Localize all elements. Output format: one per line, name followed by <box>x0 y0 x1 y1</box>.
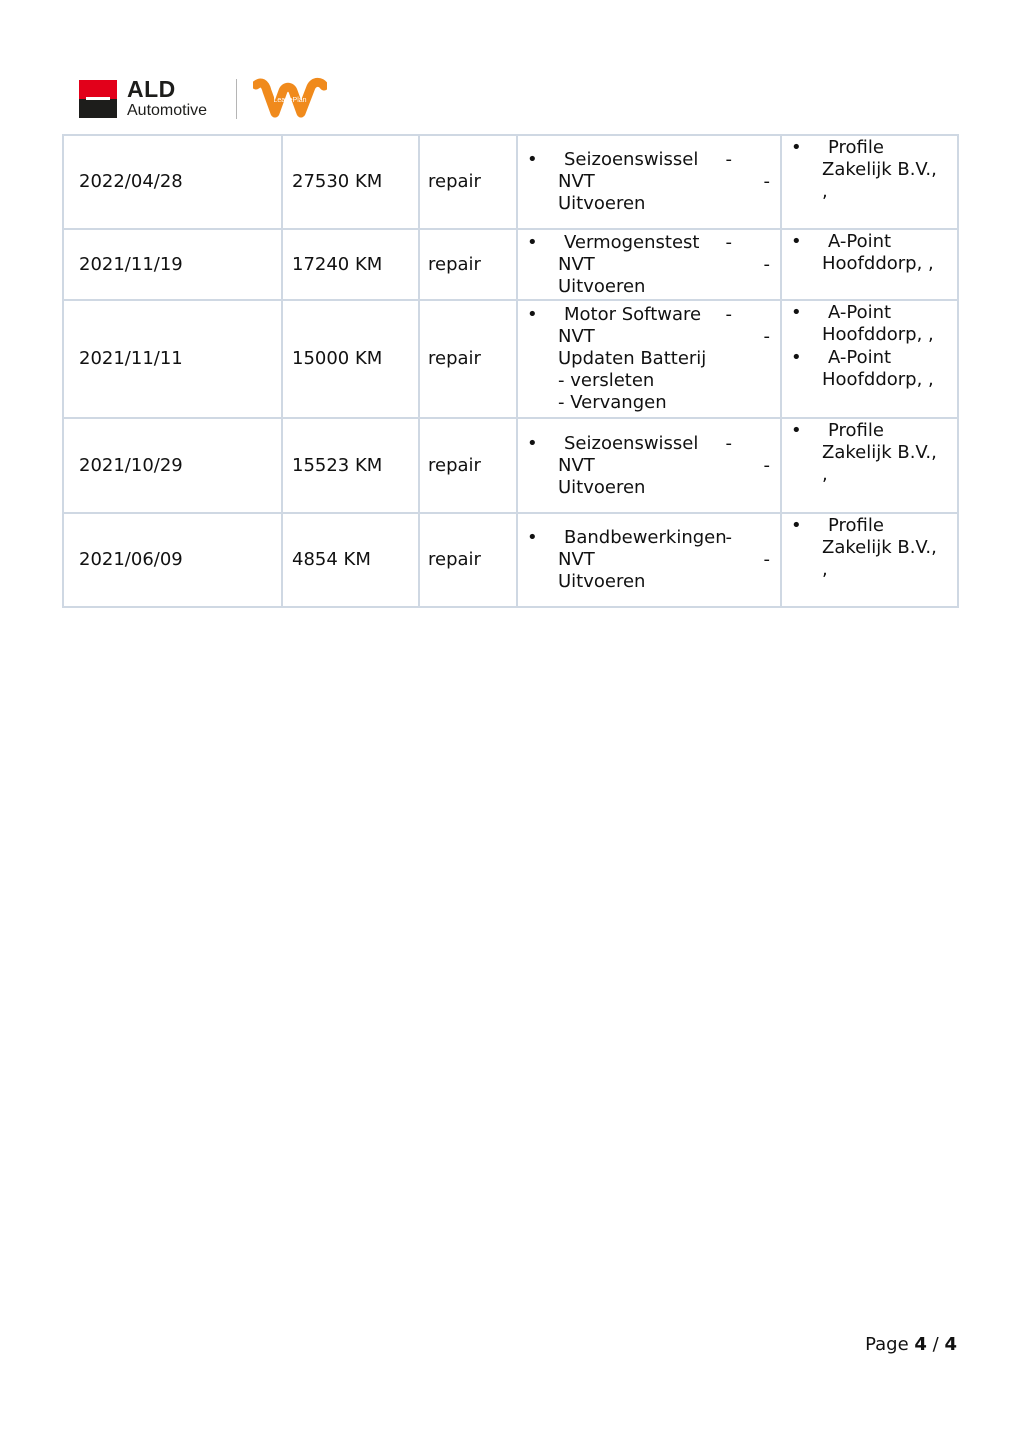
cell-date: 2021/11/19 <box>63 229 282 300</box>
page-current: 4 <box>914 1334 927 1355</box>
description-dash: - <box>763 549 770 570</box>
table-row <box>63 300 958 418</box>
location-line: A-Point <box>828 347 892 368</box>
location-line: Zakelijk B.V., <box>822 159 937 180</box>
location-line: , <box>822 464 828 485</box>
cell-location <box>781 229 958 300</box>
bullet-icon: • <box>791 420 802 441</box>
cell-mileage: 15523 KM <box>282 418 419 513</box>
bullet-icon: • <box>527 149 538 170</box>
location-line: Zakelijk B.V., <box>822 537 937 558</box>
description-dash: - <box>763 454 770 476</box>
bullet-icon: • <box>527 231 538 253</box>
description-line: Uitvoeren <box>558 476 646 498</box>
description-line: NVT <box>558 549 595 570</box>
description-dash: - <box>763 326 770 347</box>
bullet-icon: • <box>791 302 802 323</box>
cell-mileage: 27530 KM <box>282 135 419 229</box>
description-item <box>527 432 780 499</box>
cell-description <box>517 300 781 418</box>
cell-mileage: 17240 KM <box>282 229 419 300</box>
cell-description <box>517 229 781 300</box>
description-line: NVT <box>558 326 595 347</box>
ald-logo-sub: Automotive <box>127 102 208 119</box>
bullet-icon: • <box>791 231 802 252</box>
description-dash: - <box>725 231 732 253</box>
description-line: Seizoenswissel <box>564 149 699 170</box>
location-line: Profile <box>828 515 884 536</box>
table-row <box>63 513 958 607</box>
description-line: Bandbewerkingen <box>564 527 727 548</box>
description-line: Motor Software <box>564 304 702 325</box>
description-dash: - <box>725 527 732 548</box>
description-dash: - <box>763 171 770 192</box>
location-line: , <box>822 181 828 202</box>
description-line: Uitvoeren <box>558 275 646 297</box>
bullet-icon: • <box>527 432 538 454</box>
cell-location <box>781 135 958 229</box>
cell-type: repair <box>419 418 517 513</box>
description-item <box>527 304 780 414</box>
cell-description <box>517 135 781 229</box>
location-line: Profile <box>828 420 884 441</box>
maintenance-history-table <box>62 134 959 608</box>
cell-date: 2022/04/28 <box>63 135 282 229</box>
location-line: Hoofddorp, , <box>822 253 934 274</box>
description-dash: - <box>725 432 732 454</box>
cell-mileage: 15000 KM <box>282 300 419 418</box>
page-word: Page <box>865 1334 909 1355</box>
page-separator: / <box>932 1334 939 1355</box>
description-line: Seizoenswissel <box>564 432 699 454</box>
location-line: Hoofddorp, , <box>822 324 934 345</box>
description-line: Uitvoeren <box>558 193 646 214</box>
cell-mileage: 4854 KM <box>282 513 419 607</box>
cell-type: repair <box>419 300 517 418</box>
description-line: - Vervangen <box>558 392 667 413</box>
bullet-icon: • <box>527 527 538 548</box>
cell-date: 2021/06/09 <box>63 513 282 607</box>
bullet-icon: • <box>791 137 802 158</box>
cell-location <box>781 513 958 607</box>
cell-type: repair <box>419 229 517 300</box>
location-item <box>791 420 957 486</box>
cell-type: repair <box>419 513 517 607</box>
cell-location <box>781 418 958 513</box>
location-line: Zakelijk B.V., <box>822 442 937 463</box>
description-line: Vermogenstest <box>564 231 700 253</box>
location-line: Hoofddorp, , <box>822 369 934 390</box>
description-item <box>527 149 780 215</box>
cell-type: repair <box>419 135 517 229</box>
description-item <box>527 527 780 593</box>
cell-location <box>781 300 958 418</box>
description-line: Uitvoeren <box>558 571 646 592</box>
description-line: Updaten Batterij <box>558 348 707 369</box>
location-item <box>791 137 957 203</box>
location-line: Profile <box>828 137 884 158</box>
page-number <box>865 1334 957 1355</box>
location-item <box>791 302 957 346</box>
description-line: - versleten <box>558 370 655 391</box>
bullet-icon: • <box>527 304 538 325</box>
description-line: NVT <box>558 253 595 275</box>
location-line: A-Point <box>828 231 892 252</box>
table-row <box>63 229 958 300</box>
location-item <box>791 347 957 391</box>
page-total: 4 <box>944 1334 957 1355</box>
description-line: NVT <box>558 454 595 476</box>
logo-separator <box>236 79 237 119</box>
location-line: A-Point <box>828 302 892 323</box>
cell-description <box>517 513 781 607</box>
leaseplan-logo <box>253 77 327 121</box>
cell-date: 2021/11/11 <box>63 300 282 418</box>
table-row <box>63 135 958 229</box>
description-item <box>527 231 780 298</box>
location-item <box>791 515 957 581</box>
description-line: NVT <box>558 171 595 192</box>
table-row <box>63 418 958 513</box>
location-item <box>791 231 957 275</box>
description-dash: - <box>725 304 732 325</box>
bullet-icon: • <box>791 515 802 536</box>
ald-logo-mark <box>79 80 117 118</box>
description-dash: - <box>763 253 770 275</box>
bullet-icon: • <box>791 347 802 368</box>
description-dash: - <box>725 149 732 170</box>
cell-description <box>517 418 781 513</box>
cell-date: 2021/10/29 <box>63 418 282 513</box>
location-line: , <box>822 559 828 580</box>
ald-logo-name: ALD <box>127 76 176 102</box>
svg-text:LeasePlan: LeasePlan <box>273 97 307 104</box>
